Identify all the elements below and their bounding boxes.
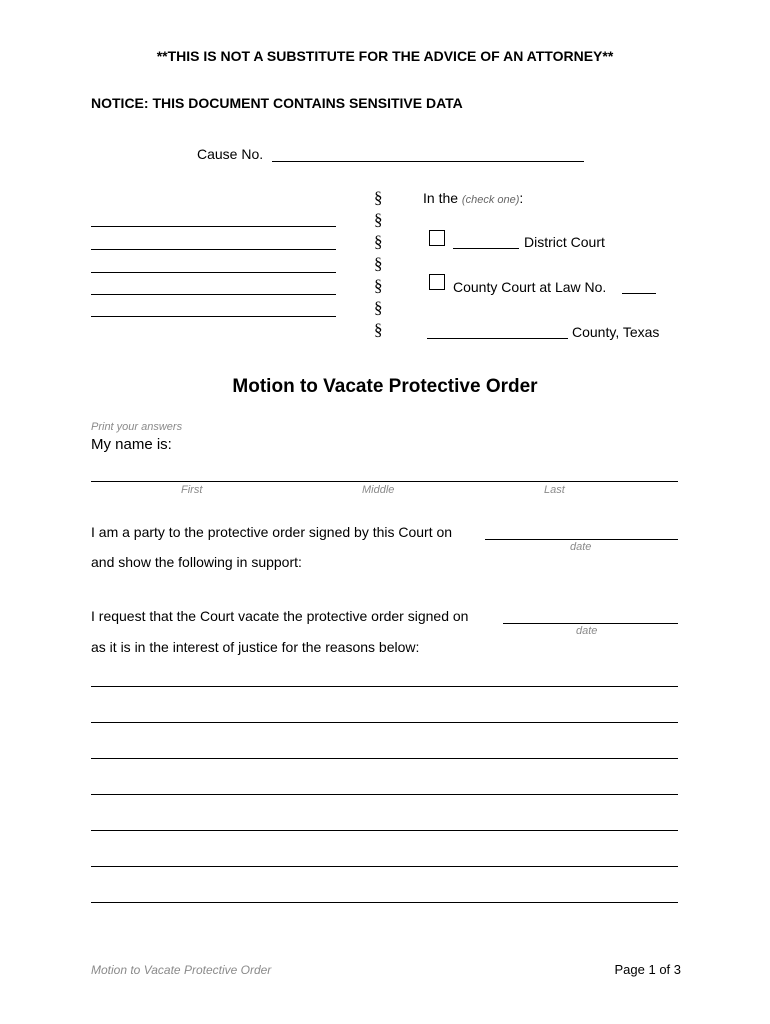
reason-line-4[interactable] (91, 794, 678, 795)
party-line-5[interactable] (91, 316, 336, 317)
party-statement: I am a party to the protective order signed by this Court on (91, 524, 453, 540)
section-symbol: § (374, 320, 383, 339)
court-selection-label (423, 190, 523, 206)
reason-line-5[interactable] (91, 830, 678, 831)
section-symbol: § (374, 188, 383, 207)
print-answers-hint: Print your answers (91, 421, 183, 433)
party-line-4[interactable] (91, 294, 336, 295)
full-name-field[interactable] (91, 481, 678, 482)
reason-line-7[interactable] (91, 902, 678, 903)
date-hint: date (576, 625, 598, 637)
district-court-checkbox[interactable] (429, 230, 445, 246)
county-name-field[interactable] (427, 338, 568, 339)
reason-line-6[interactable] (91, 866, 678, 867)
order-signed-date-field[interactable] (485, 539, 678, 540)
reason-line-3[interactable] (91, 758, 678, 759)
vacate-order-date-field[interactable] (503, 623, 678, 624)
support-statement: and show the following in support: (91, 554, 302, 570)
in-the-label: In the (423, 190, 459, 206)
footer-document-name: Motion to Vacate Protective Order (91, 963, 272, 977)
section-symbol: § (374, 232, 383, 251)
party-line-2[interactable] (91, 249, 336, 250)
section-symbol: § (374, 276, 383, 295)
cause-number-field[interactable] (272, 161, 584, 162)
section-symbol: § (374, 210, 383, 229)
section-symbol: § (374, 298, 383, 317)
cause-label: Cause No. (197, 146, 264, 162)
first-name-hint: First (181, 484, 203, 496)
page-number: Page 1 of 3 (614, 962, 681, 977)
party-line-3[interactable] (91, 272, 336, 273)
reason-line-2[interactable] (91, 722, 678, 723)
district-court-label: District Court (524, 234, 605, 250)
colon: : (519, 190, 524, 206)
last-name-hint: Last (544, 484, 565, 496)
county-court-number-field[interactable] (622, 293, 656, 294)
county-court-label: County Court at Law No. (453, 279, 607, 295)
name-label: My name is: (91, 436, 172, 453)
date-hint: date (570, 541, 592, 553)
sensitive-data-notice: NOTICE: THIS DOCUMENT CONTAINS SENSITIVE DATA (91, 95, 463, 111)
check-one-hint: (check one) (461, 194, 520, 206)
disclaimer: **THIS IS NOT A SUBSTITUTE FOR THE ADVICE OF AN ATTORNEY** (156, 48, 614, 64)
reasons-statement: as it is in the interest of justice for the reasons below: (91, 639, 420, 655)
middle-name-hint: Middle (362, 484, 395, 496)
district-number-field[interactable] (453, 248, 519, 249)
request-statement: I request that the Court vacate the protective order signed on (91, 608, 469, 624)
county-court-checkbox[interactable] (429, 274, 445, 290)
county-texas-label: County, Texas (572, 324, 660, 340)
party-line-1[interactable] (91, 226, 336, 227)
reason-line-1[interactable] (91, 686, 678, 687)
section-symbol: § (374, 254, 383, 273)
document-title: Motion to Vacate Protective Order (232, 376, 538, 397)
